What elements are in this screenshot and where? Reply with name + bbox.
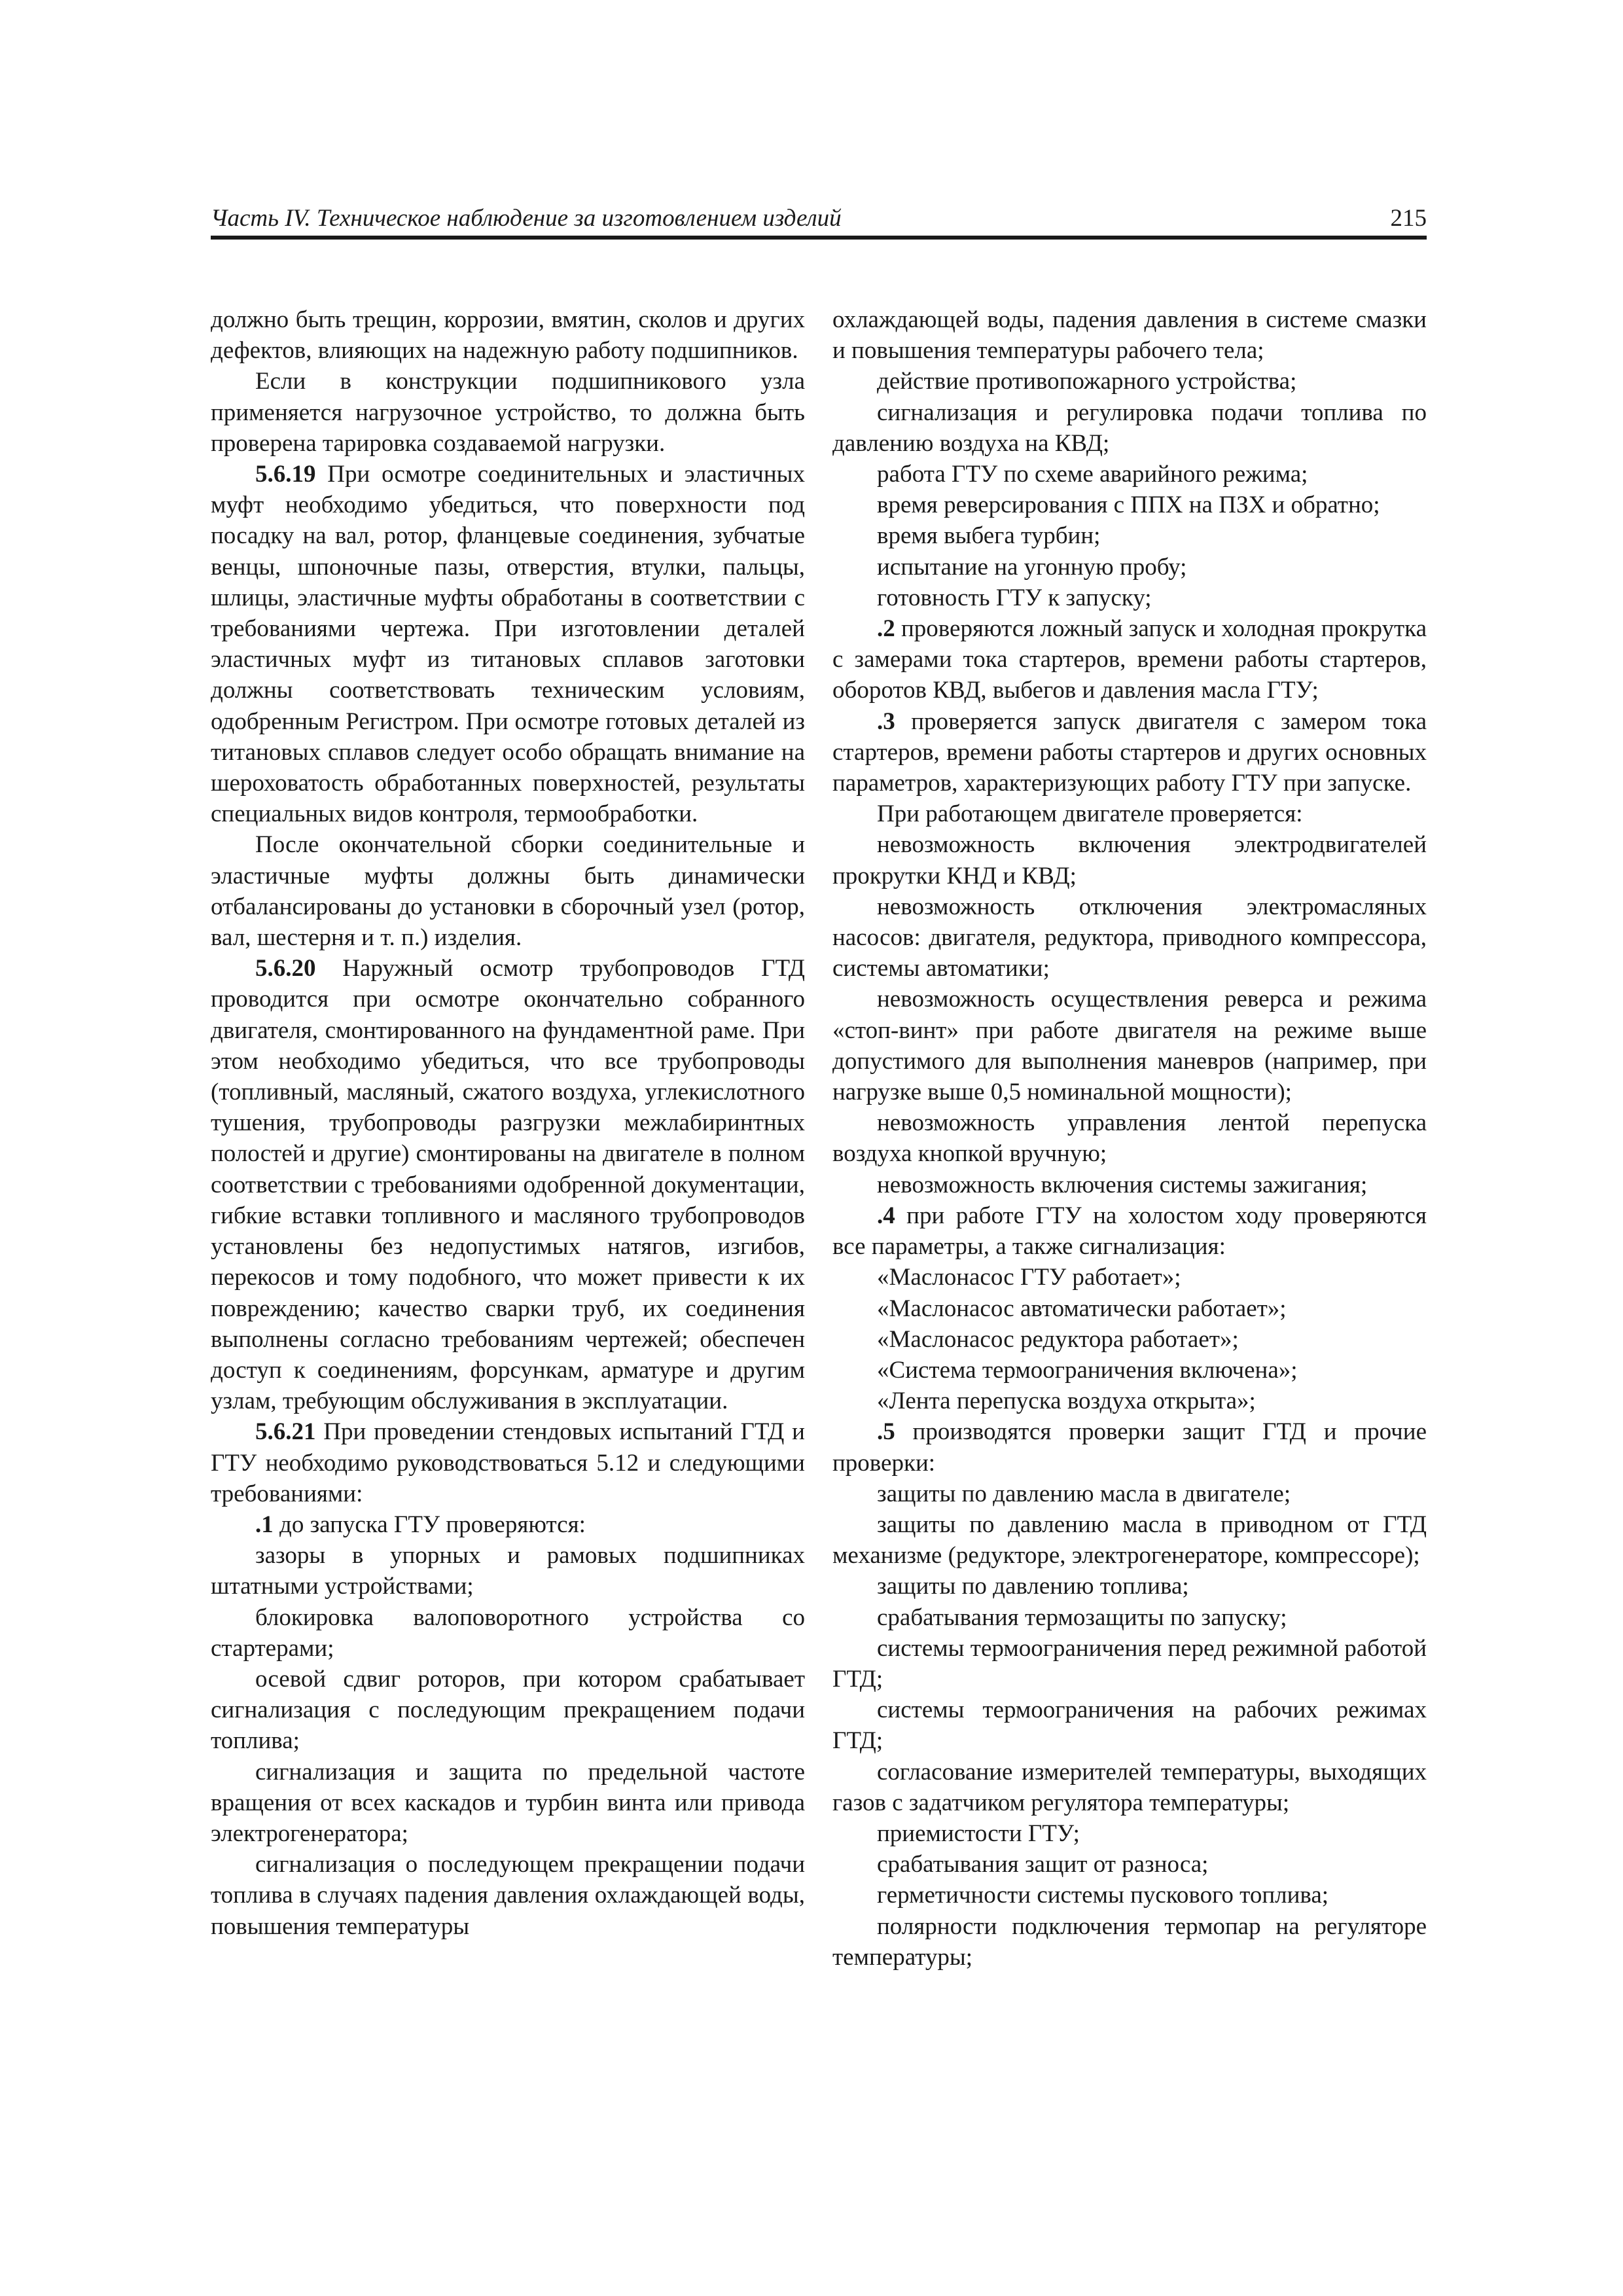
paragraph: [832, 1633, 1427, 1695]
paragraph-text: при работе ГТУ на холостом ходу проверяются все параметры, а также сигнализация:: [832, 1202, 1427, 1261]
paragraph-text: время выбега турбин;: [877, 522, 1101, 550]
paragraph: [211, 1540, 805, 1602]
paragraph-text: работа ГТУ по схеме аварийного режима;: [877, 461, 1308, 488]
paragraph: [832, 1107, 1427, 1169]
section-number: .1: [255, 1511, 274, 1538]
running-header: [211, 196, 1427, 240]
paragraph: [832, 1386, 1427, 1416]
paragraph-text: При проведении стендовых испытаний ГТД и ГТУ необходимо руководствоваться 5.12 и следующими требованиями:: [211, 1418, 805, 1507]
paragraph-text: «Лента перепуска воздуха открыта»;: [877, 1388, 1256, 1415]
paragraph: [832, 798, 1427, 829]
page-number: 215: [1390, 205, 1427, 232]
paragraph-text: Наружный осмотр трубопроводов ГТД проводится при осмотре окончательно собранного двигателя, смонтированного на фундаментной раме. При этом необходимо убедиться, что все трубопроводы (топливный, масляный, сжатого воздуха, углекислотного тушения, трубопроводы разгрузки межлабиринтных полостей и другие) смонтированы на двигателе в полном соответствии с требованиями одобренной документации, гибкие вставки топливного и масляного трубопроводов установлены без недопустимых натягов, изгибов, перекосов и тому подобного, что может привести к их повреждению; качество сварки труб, их соединения выполнены согласно требованиям чертежей; обеспечен доступ к соединениям, форсункам, арматуре и другим узлам, требующим обслуживания в эксплуатации.: [211, 955, 805, 1415]
paragraph: [832, 1416, 1427, 1478]
paragraph-text: При работающем двигателе проверяется:: [877, 800, 1303, 828]
paragraph: [832, 1293, 1427, 1324]
right-column: [832, 304, 1427, 1973]
section-number: .5: [877, 1418, 895, 1446]
paragraph-text: «Система термоограничения включена»;: [877, 1356, 1298, 1384]
paragraph: [832, 583, 1427, 613]
paragraph-text: проверяется запуск двигателя с замером тока стартеров, времени работы стартеров и других основных параметров, характеризующих работу ГТУ при запуске.: [832, 708, 1427, 797]
paragraph: [211, 1849, 805, 1942]
paragraph: [832, 520, 1427, 551]
paragraph: [832, 1509, 1427, 1571]
paragraph: [832, 1818, 1427, 1849]
section-number: .4: [877, 1202, 895, 1229]
paragraph: [832, 1262, 1427, 1293]
paragraph-text: готовность ГТУ к запуску;: [877, 584, 1152, 611]
paragraph: [832, 1849, 1427, 1880]
paragraph-text: При осмотре соединительных и эластичных муфт необходимо убедиться, что поверхности под посадку на вал, ротор, фланцевые соединения, зубчатые венцы, шпоночные пазы, отверстия, втулки, пальцы, шлицы, эластичные муфты обработаны в соответствии с требованиями чертежа. При изготовлении деталей эластичных муфт из титановых сплавов заготовки должны соответствовать техническим условиям, одобренным Регистром. При осмотре готовых деталей из титановых сплавов следует особо обращать внимание на шероховатость обработанных поверхностей, результаты специальных видов контроля, термообработки.: [211, 461, 805, 828]
paragraph: [211, 1664, 805, 1757]
paragraph-text: системы термоограничения на рабочих режимах ГТД;: [832, 1696, 1427, 1755]
paragraph: [211, 366, 805, 459]
paragraph-text: приемистости ГТУ;: [877, 1820, 1080, 1847]
paragraph: [832, 1695, 1427, 1756]
paragraph: [211, 1416, 805, 1509]
paragraph: [211, 459, 805, 829]
paragraph: [832, 1200, 1427, 1262]
header-title: Часть IV. Техническое наблюдение за изготовлением изделий: [211, 205, 842, 232]
paragraph-text: до запуска ГТУ проверяются:: [273, 1511, 586, 1538]
paragraph-text: зазоры в упорных и рамовых подшипниках штатными устройствами;: [211, 1542, 805, 1600]
paragraph: [832, 366, 1427, 397]
paragraph: [832, 1571, 1427, 1602]
paragraph-text: невозможность включения электродвигателей прокрутки КНД и КВД;: [832, 831, 1427, 889]
paragraph: [832, 552, 1427, 583]
paragraph: [832, 1170, 1427, 1200]
section-number: 5.6.21: [255, 1418, 316, 1446]
paragraph: [211, 304, 805, 366]
paragraph-text: «Маслонасос редуктора работает»;: [877, 1325, 1239, 1353]
paragraph-text: сигнализация о последующем прекращении подачи топлива в случаях падения давления охлаждающей воды, повышения температуры: [211, 1851, 805, 1940]
paragraph-text: Если в конструкции подшипникового узла применяется нагрузочное устройство, то должна быть проверена тарировка создаваемой нагрузки.: [211, 368, 805, 457]
paragraph-text: охлаждающей воды, падения давления в системе смазки и повышения температуры рабочего тела;: [832, 306, 1427, 365]
paragraph-text: невозможность отключения электромасляных насосов: двигателя, редуктора, приводного компрессора, системы автоматики;: [832, 893, 1427, 982]
paragraph-text: согласование измерителей температуры, выходящих газов с задатчиком регулятора температуры;: [832, 1758, 1427, 1816]
paragraph-text: должно быть трещин, коррозии, вмятин, сколов и других дефектов, влияющих на надежную работу подшипников.: [211, 306, 805, 365]
paragraph-text: системы термоограничения перед режимной работой ГТД;: [832, 1634, 1427, 1693]
section-number: .3: [877, 708, 895, 735]
paragraph-text: блокировка валоповоротного устройства со стартерами;: [211, 1604, 805, 1662]
paragraph: [211, 829, 805, 953]
paragraph-text: осевой сдвиг роторов, при котором срабатывает сигнализация с последующим прекращением подачи топлива;: [211, 1665, 805, 1755]
paragraph: [832, 1602, 1427, 1633]
section-number: .2: [877, 615, 895, 643]
paragraph-text: испытание на угонную пробу;: [877, 553, 1187, 581]
paragraph: [832, 1355, 1427, 1386]
paragraph-text: невозможность управления лентой перепуска воздуха кнопкой вручную;: [832, 1109, 1427, 1168]
paragraph: [832, 1479, 1427, 1509]
left-column: [211, 304, 805, 1942]
paragraph-text: невозможность включения системы зажигания;: [877, 1171, 1368, 1198]
paragraph-text: защиты по давлению топлива;: [877, 1573, 1189, 1600]
paragraph-text: «Маслонасос ГТУ работает»;: [877, 1264, 1181, 1291]
paragraph-text: производятся проверки защит ГТД и прочие проверки:: [832, 1418, 1427, 1477]
paragraph-text: время реверсирования с ППХ на ПЗХ и обратно;: [877, 492, 1380, 519]
paragraph-text: защиты по давлению масла в приводном от ГТД механизме (редукторе, электрогенераторе, компрессоре);: [832, 1511, 1427, 1570]
paragraph-text: срабатывания защит от разноса;: [877, 1851, 1209, 1878]
paragraph: [832, 1880, 1427, 1910]
paragraph: [211, 1509, 805, 1540]
paragraph-text: сигнализация и регулировка подачи топлива по давлению воздуха на КВД;: [832, 399, 1427, 457]
paragraph-text: сигнализация и защита по предельной частоте вращения от всех каскадов и турбин винта или привода электрогенератора;: [211, 1758, 805, 1847]
paragraph: [832, 459, 1427, 490]
paragraph: [211, 1757, 805, 1850]
paragraph: [832, 1911, 1427, 1973]
section-number: 5.6.20: [255, 955, 316, 982]
paragraph-text: герметичности системы пускового топлива;: [877, 1882, 1329, 1909]
paragraph-text: невозможность осуществления реверса и режима «стоп-винт» при работе двигателя на режиме выше допустимого для выполнения маневров (например, при нагрузке выше 0,5 номинальной мощности);: [832, 986, 1427, 1106]
section-number: 5.6.19: [255, 461, 316, 488]
paragraph: [832, 613, 1427, 706]
paragraph: [832, 1757, 1427, 1818]
paragraph: [211, 953, 805, 1416]
paragraph: [832, 984, 1427, 1107]
paragraph: [211, 1602, 805, 1664]
paragraph: [832, 706, 1427, 799]
paragraph: [832, 891, 1427, 984]
paragraph-text: защиты по давлению масла в двигателе;: [877, 1480, 1291, 1507]
paragraph-text: действие противопожарного устройства;: [877, 368, 1297, 395]
paragraph-text: После окончательной сборки соединительные и эластичные муфты должны быть динамически отбалансированы до установки в сборочный узел (ротор, вал, шестерня и т. п.) изделия.: [211, 831, 805, 952]
paragraph-text: срабатывания термозащиты по запуску;: [877, 1604, 1287, 1631]
paragraph-text: проверяются ложный запуск и холодная прокрутка с замерами тока стартеров, времени работы стартеров, оборотов КВД, выбегов и давления масла ГТУ;: [832, 615, 1427, 704]
paragraph: [832, 490, 1427, 520]
paragraph: [832, 1324, 1427, 1355]
paragraph-text: «Маслонасос автоматически работает»;: [877, 1295, 1287, 1322]
paragraph: [832, 397, 1427, 459]
paragraph: [832, 829, 1427, 891]
paragraph-text: полярности подключения термопар на регуляторе температуры;: [832, 1912, 1427, 1971]
paragraph: [832, 304, 1427, 366]
